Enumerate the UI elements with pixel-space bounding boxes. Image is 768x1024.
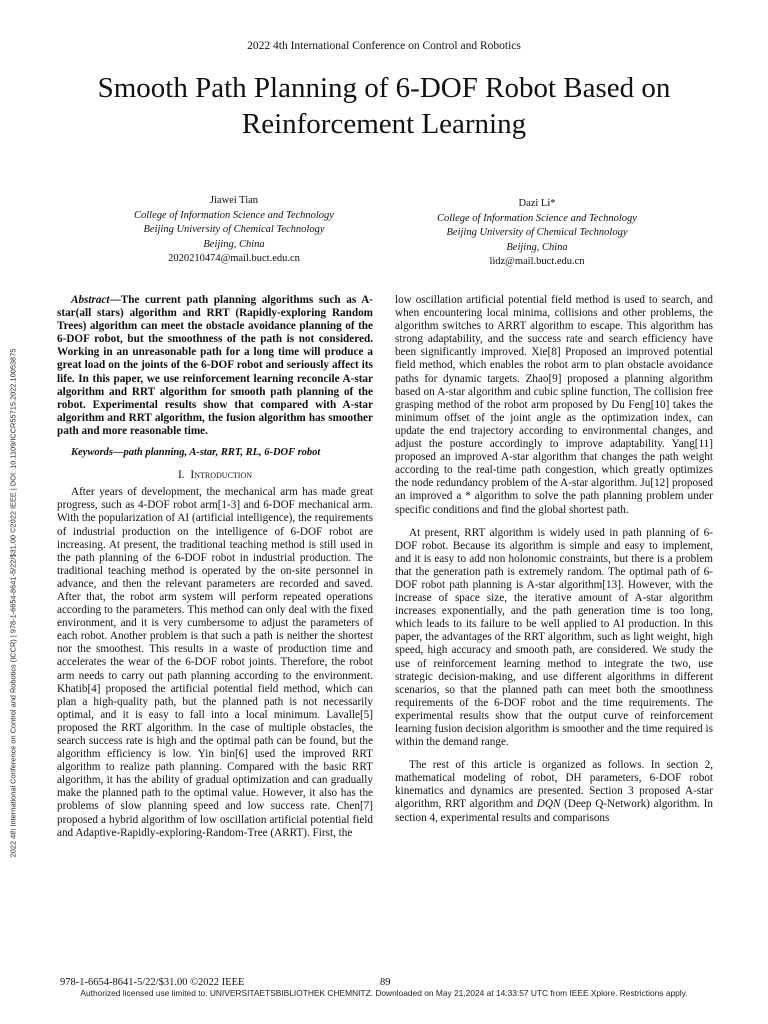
footer-isbn: 978-1-6654-8641-5/22/$31.00 ©2022 IEEE: [60, 977, 245, 988]
page-number: 89: [380, 977, 391, 988]
paragraph-organization: [395, 759, 713, 824]
right-column: [395, 294, 713, 825]
doi-sidebar: [6, 298, 20, 908]
section-number: I.: [177, 469, 185, 482]
left-column: [57, 294, 373, 840]
conference-header: 2022 4th International Conference on Control and Robotics: [247, 40, 521, 52]
keywords: Keywords—path planning, A-star, RRT, RL, 6-DOF robot: [71, 447, 321, 459]
author-name: Dazi Li*: [518, 198, 556, 209]
license-notice: Authorized licensed use limited to: UNIVERSITAETSBIBLIOTHEK CHEMNITZ. Downloaded on May 21,2024 at 14:33:57 UTC from IEEE Xplore. Restrictions apply.: [80, 988, 688, 998]
organization-text-b: (Deep Q-Network) algorithm. In section 4, experimental results and comparisons: [395, 798, 713, 824]
author-university: Beijing University of Chemical Technology: [446, 227, 628, 238]
author-city: Beijing, China: [203, 238, 265, 250]
author-email[interactable]: 2020210474@mail.buct.edu.cn: [168, 253, 300, 264]
abstract: [57, 294, 373, 438]
organization-text-a: The rest of this article is organized as follows. In section 2, mathematical modeling of robot, DH parameters, 6-DOF robot kinematics and dynamics are presented. Section 3 proposed A-star algorithm, RRT algorithm and: [395, 759, 713, 811]
author-name: Jiawei Tian: [209, 195, 259, 206]
paragraph-continued: low oscillation artificial potential field method is used to search, and when encountering local minima, collisions and other problems, the algorithm switches to ARRT algorithm to escape. This algorithm has strong adaptability, and the success rate and search efficiency have been significantly improved. Xie[8] Proposed an improved potential field method, which enables the robot arm to plan obstacle avoidance paths for dynamic targets. Zhao[9] proposed a planning algorithm based on A-star algorithm and cubic spline function, The collision free grasping method of the robot arm proposed by Du Feng[10] takes the minimum offset of the joint angle as the optimization index, can update the end trajectory according to environmental changes, and adjust the posture accordingly to improve adaptability. Yang[11] proposed an improved A-star algorithm that changes the path weight according to the real-time path congestion, which greatly optimizes the node redundancy problem of the A-star algorithm. Ju[12] proposed an improved a * algorithm to solve the path planning problem under specific conditions and find the global shortest path.: [395, 294, 713, 516]
author-college: College of Information Science and Technology: [134, 209, 334, 221]
author-email[interactable]: lidz@mail.buct.edu.cn: [489, 256, 585, 267]
dqn-term: DQN: [536, 798, 561, 811]
title-line-2: Reinforcement Learning: [241, 108, 527, 140]
author-university: Beijing University of Chemical Technology: [143, 224, 325, 235]
section-title: Introduction: [190, 469, 253, 482]
doi-sidebar-text: 2022 4th International Conference on Control and Robotics (ICCR) | 978-1-6654-8641-5/22/$31.00 ©2022 IEEE | DOI: 10.1109/ICCR55715.2022.10053875: [8, 348, 18, 858]
intro-paragraph-1: After years of development, the mechanical arm has made great progress, such as 4-DOF robot arm[1-3] and 6-DOF mechanical arm. With the popularization of AI (artificial intelligence), the requirements of industrial production on the intelligence of 6-DOF robot are increasing. At present, the traditional teaching method is still used in the path planning of the 6-DOF robot in industrial production. The traditional teaching method is operated by the on-site personnel in advance, and then the relevant parameters are recorded and saved. After that, the robot arm system will perform repeated operations according to the parameters. This method can only deal with the fixed environment, and it is very cumbersome to adjust the parameters of each robot. Another problem is that such a path is neither the shortest nor the smoothest. This results in a waste of production time and accelerates the wear of the 6-DOF robot joints. Therefore, the robot arm needs to carry out path planning according to the environment. Khatib[4] proposed the artificial potential field method, which can plan a high-quality path, but the planned path is not necessarily optimal, and it is easy to fall into a local minimum. Lavalle[5] proposed the RRT algorithm. In the case of multiple obstacles, the search success rate is high and the optimal path can be found, but the algorithm efficiency is low. Yin bin[6] used the improved RRT algorithm to realize path planning. Compared with the basic RRT algorithm, it has the ability of gradual optimization and can gradually make the planned path to the optimal value. However, it also has the problems of slow planning speed and low success rate. Chen[7] proposed a hybrid algorithm of low oscillation artificial potential field and Adaptive-Rapidly-exploring-Random-Tree (ARRT). First, the: [57, 486, 373, 839]
section-heading: [57, 469, 373, 482]
author-block-1: [80, 194, 388, 267]
author-city: Beijing, China: [506, 241, 568, 253]
author-block-2: [383, 197, 691, 270]
abstract-text: —The current path planning algorithms such as A-star(all stars) algorithm and RRT (Rapidly-exploring Random Trees) algorithm can meet the obstacle avoidance planning of the 6-DOF robot, but the smoothness of the path is not considered. Working in an unreasonable path for a long time will produce a great load on the joints of the 6-DOF robot and seriously affect its life. In this paper, we use reinforcement learning reconcile A-star algorithm and RRT algorithm for smooth path planning of the robot. Experimental results show that compared with A-star algorithm and RRT algorithm, the fusion algorithm has smoother path and more reasonable time.: [57, 294, 373, 437]
title-line-1: Smooth Path Planning of 6-DOF Robot Based on: [97, 72, 671, 104]
abstract-label: Abstract: [71, 294, 110, 306]
paper-title: [40, 70, 728, 142]
author-college: College of Information Science and Technology: [437, 212, 637, 224]
paragraph-rrt: At present, RRT algorithm is widely used in path planning of 6-DOF robot. Because its algorithm is simple and easy to implement, and it is easy to add non holonomic constraints, but there is a problem that the generation path is extremely random. The optimal path of 6-DOF robot path planning is A-star algorithm[13]. However, with the increase of space size, the iterative amount of A-star algorithm increases exponentially, and the path generation time is too long, which leads to its failure to be well applied to AI production. In this paper, the advantages of the RRT algorithm, such as light weight, high speed, high accuracy and smooth path, are considered. We study the use of reinforcement learning method to integrate the two, use strategic decision-making, and use different algorithms in different scenarios, so that the planned path can meet both the smoothness requirements of the 6-DOF robot and the time requirements. The experimental results show that the output curve of reinforcement learning fusion decision algorithm is smoother and the time required is within the demand range.: [395, 526, 713, 749]
